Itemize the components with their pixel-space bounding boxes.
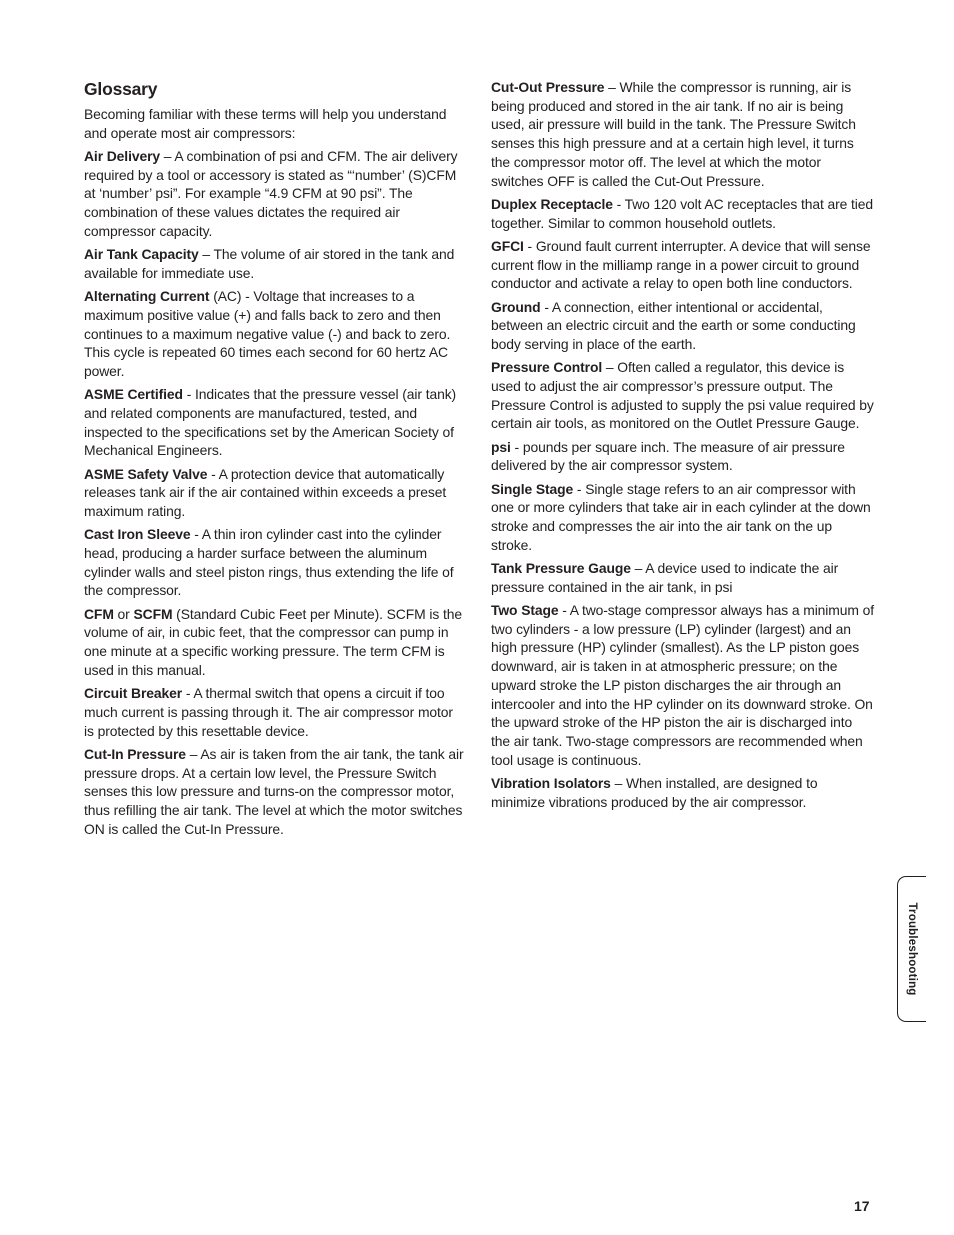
glossary-definition: – The volume of air stored in the tank and available for immediate use. bbox=[84, 246, 455, 281]
glossary-term: Air Tank Capacity bbox=[84, 246, 199, 263]
glossary-entry-alternating-current bbox=[84, 287, 466, 381]
glossary-term: Cast Iron Sleeve bbox=[84, 526, 191, 543]
glossary-term: Duplex Receptacle bbox=[491, 195, 613, 212]
glossary-term: ASME Certified bbox=[84, 386, 183, 403]
glossary-entry-single-stage bbox=[491, 480, 874, 555]
glossary-entry-vibration-isolators bbox=[491, 774, 874, 811]
glossary-entry-duplex-receptacle bbox=[491, 195, 874, 232]
glossary-definition: (Standard Cubic Feet per Minute). SCFM is the volume of air, in cubic feet, that the compressor can pump in one minute at a specific working pressure. The term CFM is used in this manual. bbox=[84, 605, 462, 678]
glossary-term: Cut-Out Pressure bbox=[491, 79, 605, 95]
glossary-definition: - A protection device that automatically releases tank air if the air contained within exceeds a preset maximum rating. bbox=[84, 465, 447, 520]
glossary-term: Vibration Isolators bbox=[491, 774, 611, 791]
glossary-definition: – Often called a regulator, this device is used to adjust the air compressor’s pressure output. The Pressure Control is adjusted to supply the psi value required by certain air tools, as monitored on the Outlet Pressure Gauge. bbox=[491, 359, 874, 432]
glossary-connector: or bbox=[113, 605, 134, 622]
glossary-definition: - Ground fault current interrupter. A device that will sense current flow in the milliamp range in a power circuit to ground conductor and activate a relay to open both line conductors. bbox=[491, 237, 871, 292]
glossary-definition: – While the compressor is running, air is being produced and stored in the air tank. If no air is being used, air pressure will build in the tank. The Pressure Switch senses this high pressure and at a certain high level, it turns the compressor motor off. The level at which the motor switches OFF is called the Cut-Out Pressure. bbox=[491, 79, 856, 189]
glossary-definition: - Single stage refers to an air compressor with one or more cylinders that take air in each cylinder at the down stroke and compresses the air into the air tank on the up stroke. bbox=[491, 480, 871, 553]
glossary-entry-two-stage bbox=[491, 601, 874, 769]
glossary-entry-cut-out-pressure bbox=[491, 78, 874, 190]
page-number: 17 bbox=[854, 1198, 870, 1214]
glossary-entry-cast-iron-sleeve bbox=[84, 525, 466, 600]
glossary-term: Alternating Current bbox=[84, 288, 210, 305]
glossary-definition: - pounds per square inch. The measure of air pressure delivered by the air compressor system. bbox=[491, 438, 845, 474]
glossary-entry-cut-in-pressure bbox=[84, 745, 466, 839]
section-tab-label: Troubleshooting bbox=[906, 902, 918, 996]
glossary-term: Tank Pressure Gauge bbox=[491, 560, 631, 577]
glossary-term: CFM bbox=[84, 605, 114, 622]
glossary-definition: - A two-stage compressor always has a minimum of two cylinders - a low pressure (LP) cylinder (largest) and an high pressure (HP) cylinder (smallest). As the LP piston goes downward, air is taken in at atmospheric pressure; on the upward stroke the LP piston discharges the air through an intercooler and into the HP cylinder on its downward stroke. On the upward stroke of the HP piston the air is discharged into the air tank. Two-stage compressors are recommended when tool usage is continuous. bbox=[491, 602, 875, 768]
glossary-definition: (AC) - Voltage that increases to a maximum positive value (+) and falls back to zero and then continues to a maximum negative value (-) and back to zero. This cycle is repeated 60 times each second for 60 hertz AC power. bbox=[84, 288, 451, 379]
glossary-term-alt: SCFM bbox=[133, 605, 173, 622]
glossary-term: Circuit Breaker bbox=[84, 685, 183, 702]
glossary-entry-psi bbox=[491, 438, 874, 475]
glossary-entry-asme-certified bbox=[84, 385, 466, 460]
glossary-term: Cut-In Pressure bbox=[84, 745, 186, 762]
glossary-entry-pressure-control bbox=[491, 358, 874, 433]
glossary-term: GFCI bbox=[491, 237, 524, 254]
glossary-definition: - A connection, either intentional or accidental, between an electric circuit and the earth or some conducting body serving in place of the earth. bbox=[491, 298, 856, 352]
glossary-entry-gfci bbox=[491, 237, 874, 293]
glossary-term: Ground bbox=[491, 298, 541, 315]
glossary-intro: Becoming familiar with these terms will help you understand and operate most air compressors: bbox=[84, 106, 447, 141]
glossary-term: Two Stage bbox=[491, 602, 559, 619]
glossary-definition: - A thin iron cylinder cast into the cylinder head, producing a harder surface between the aluminum cylinder walls and steel piston rings, thus extending the life of the compressor. bbox=[84, 526, 454, 599]
glossary-entry-cfm bbox=[84, 605, 466, 680]
glossary-definition: – As air is taken from the air tank, the tank air pressure drops. At a certain low level, the Pressure Switch senses this low pressure and turns-on the compressor motor, thus refilling the air tank. The level at which the motor switches ON is called the Cut-In Pressure. bbox=[84, 745, 464, 837]
glossary-entry-tank-pressure-gauge bbox=[491, 559, 874, 596]
section-tab-troubleshooting bbox=[897, 876, 926, 1022]
glossary-term: Air Delivery bbox=[84, 148, 161, 164]
glossary-term: psi bbox=[491, 438, 511, 455]
glossary-definition: – When installed, are designed to minimize vibrations produced by the air compressor. bbox=[491, 774, 818, 810]
glossary-term: Pressure Control bbox=[491, 359, 603, 376]
glossary-heading: Glossary bbox=[84, 79, 158, 99]
glossary-entry-circuit-breaker bbox=[84, 684, 466, 740]
glossary-entry-air-delivery bbox=[84, 147, 466, 241]
glossary-entry-air-tank-capacity bbox=[84, 245, 466, 282]
glossary-definition: - Indicates that the pressure vessel (air tank) and related components are manufactured, tested, and inspected to the specifications set by the American Society of Mechanical Engineers. bbox=[84, 386, 457, 459]
glossary-entry-asme-safety-valve bbox=[84, 465, 466, 521]
glossary-definition: – A device used to indicate the air pressure contained in the air tank, in psi bbox=[491, 560, 839, 595]
glossary-term: Single Stage bbox=[491, 480, 574, 497]
glossary-term: ASME Safety Valve bbox=[84, 465, 208, 482]
glossary-entry-ground bbox=[491, 298, 874, 354]
glossary-definition: - A thermal switch that opens a circuit if too much current is passing through it. The air compressor motor is protected by this resettable device. bbox=[84, 685, 453, 739]
glossary-right-column bbox=[491, 78, 874, 816]
glossary-left-column bbox=[84, 78, 466, 843]
glossary-definition: - Two 120 volt AC receptacles that are tied together. Similar to common household outlets. bbox=[491, 195, 874, 231]
glossary-definition: – A combination of psi and CFM. The air delivery required by a tool or accessory is stated as “‘number’ (S)CFM at ‘number’ psi”. For example “4.9 CFM at 90 psi”. The combination of these values dictates the required air compressor capacity. bbox=[84, 148, 458, 239]
